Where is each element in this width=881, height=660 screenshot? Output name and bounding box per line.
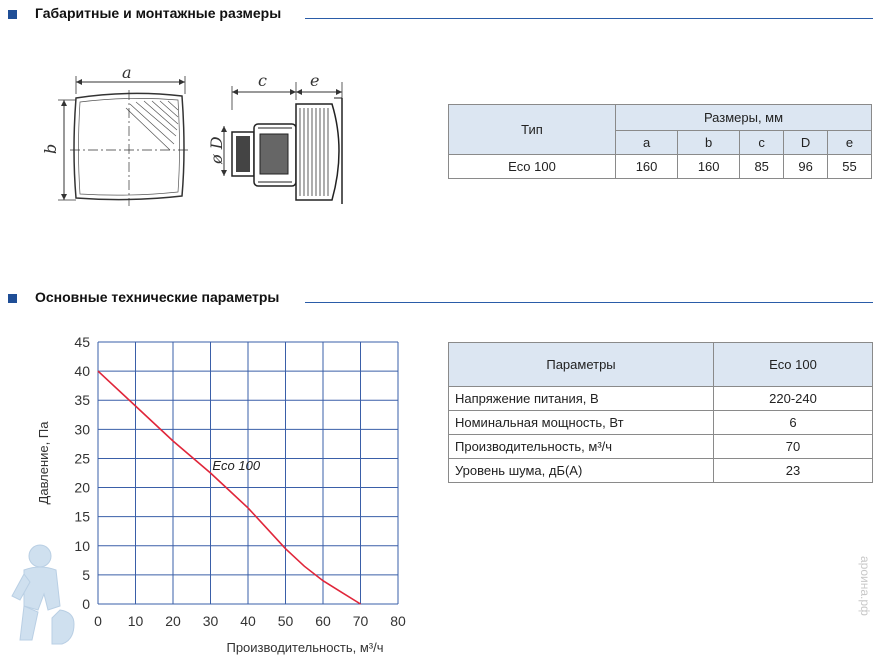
table-row (449, 155, 872, 179)
table-row (449, 435, 873, 459)
dims-col-header: e (828, 131, 872, 155)
x-tick-label: 20 (165, 613, 181, 629)
parameters-section-header (0, 288, 881, 312)
dims-type-header: Тип (449, 105, 616, 155)
y-tick-label: 10 (74, 537, 90, 554)
params-header-model: Eco 100 (714, 343, 873, 387)
fan-side-view-drawing (196, 64, 356, 214)
x-axis-label: Производительность, м³/ч (226, 640, 384, 655)
dim-label-e: e (310, 71, 320, 90)
parameters-section-title: Основные технические параметры (35, 289, 280, 305)
dims-col-header: a (616, 131, 678, 155)
y-tick-label: 20 (74, 479, 90, 496)
dims-col-header: c (740, 131, 784, 155)
dimensions-table (448, 104, 872, 179)
x-tick-label: 30 (202, 613, 219, 629)
x-tick-label: 80 (390, 613, 406, 629)
dims-type-cell: Eco 100 (449, 155, 616, 179)
dimensions-section-title: Габаритные и монтажные размеры (35, 5, 282, 21)
x-tick-label: 60 (315, 613, 331, 629)
y-tick-label: 30 (74, 421, 90, 438)
dim-label-a: a (122, 64, 132, 82)
section-bullet-icon (8, 10, 17, 19)
param-value-cell: 220-240 (714, 387, 873, 411)
parameters-table (448, 342, 873, 483)
params-header-name: Параметры (449, 343, 714, 387)
y-tick-label: 45 (74, 334, 90, 350)
table-row (449, 459, 873, 483)
section-divider (305, 302, 873, 303)
dim-label-c: c (258, 71, 267, 90)
section-bullet-icon (8, 294, 17, 303)
x-tick-label: 40 (240, 613, 256, 629)
y-tick-label: 35 (74, 392, 90, 409)
section-divider (305, 18, 873, 19)
param-name-cell: Напряжение питания, В (449, 387, 714, 411)
dims-value-cell: 55 (828, 155, 872, 179)
param-value-cell: 6 (714, 411, 873, 435)
param-name-cell: Номинальная мощность, Вт (449, 411, 714, 435)
x-tick-label: 50 (277, 613, 294, 629)
dims-value-cell: 96 (784, 155, 828, 179)
dim-label-b: b (41, 143, 60, 154)
param-name-cell: Уровень шума, дБ(А) (449, 459, 714, 483)
y-axis-label: Давление, Па (36, 421, 51, 505)
table-row (449, 387, 873, 411)
series-label: Eco 100 (212, 458, 261, 474)
dims-col-header: D (784, 131, 828, 155)
y-tick-label: 40 (74, 363, 90, 380)
param-name-cell: Производительность, м³/ч (449, 435, 714, 459)
x-tick-label: 10 (127, 613, 144, 629)
y-tick-label: 5 (82, 566, 90, 583)
param-value-cell: 70 (714, 435, 873, 459)
fan-front-view-drawing (40, 64, 200, 214)
x-tick-label: 70 (352, 613, 369, 629)
dims-value-cell: 85 (740, 155, 784, 179)
table-row (449, 411, 873, 435)
param-value-cell: 23 (714, 459, 873, 483)
dim-label-d: ø D (207, 136, 226, 164)
dims-sizes-header: Размеры, мм (616, 105, 872, 131)
watermark-text: ароина.рф (858, 556, 872, 616)
dims-value-cell: 160 (678, 155, 740, 179)
y-tick-label: 15 (74, 508, 90, 525)
y-tick-label: 25 (74, 450, 90, 467)
y-tick-label: 0 (82, 596, 90, 612)
dimensions-section-header (0, 4, 881, 28)
x-tick-label: 0 (94, 613, 102, 629)
dims-col-header: b (678, 131, 740, 155)
dims-value-cell: 160 (616, 155, 678, 179)
plumber-mascot-icon (4, 540, 84, 650)
